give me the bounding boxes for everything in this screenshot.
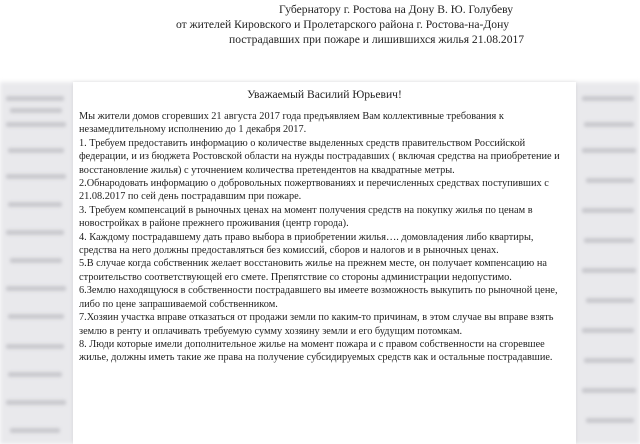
victims-line: пострадавших при пожаре и лишившихся жилья 21.08.2017 bbox=[229, 33, 525, 46]
demand-item-5: 5.В случае когда собственник желает восстановить жилье на прежнем месте, он получает компенсацию на строительство соответствующей его смете. Препятствие со стороны администрации недопустимо. bbox=[79, 258, 547, 283]
demand-item-7: 7.Хозяин участка вправе отказаться от продажи земли по каким-то причинам, в этом случае вы вправе взять землю в ренту и оплачивать требуемую сумму хозяину земли и его будущим потомкам. bbox=[79, 312, 554, 337]
demand-item-4: 4. Каждому пострадавшему дать право выбора в приобретении жилья…. домовладения либо квартиры, средства на него должны предоставляться без комиссий, сборов и налогов и в рыночных ценах. bbox=[79, 231, 534, 257]
demand-item-2: 2.Обнародовать информацию о добровольных пожертвованиях и перечисленных средствах поступивших с 21.08.2017 по сей день пострадавшим при пожаре. bbox=[79, 178, 549, 203]
greeting: Уважаемый Василий Юрьевич! bbox=[247, 88, 402, 101]
demand-item-8: 8. Люди которые имели дополнительное жилье на момент пожара и с правом собственности на сгоревшее жилье, должны иметь такие же права на получение субсидируемых средств как и остальные пострадавшие. bbox=[79, 338, 553, 364]
demand-item-1: 1. Требуем предоставить информацию о количестве выделенных средств правительством Российской федерации, и из бюджета Ростовской области на нужды пострадавших ( включая средства на приобретение и восстановление жилья) с уточнением количества претендентов на квадратные метры. bbox=[79, 137, 560, 176]
demand-item-6: 6.Землю находящуюся в собственности пострадавшего вы имеете возможность выкупить по рыночной цене, либо по цене запрашиваемой собственником. bbox=[79, 285, 558, 310]
sender-line: от жителей Кировского и Пролетарского района г. Ростова-на-Дону bbox=[176, 18, 510, 31]
letter-body bbox=[79, 110, 569, 365]
addressee-line: Губернатору г. Ростова на Дону В. Ю. Голубеву bbox=[279, 3, 514, 16]
intro-paragraph: Мы жители домов сгоревших 21 августа 2017 года предъявляем Вам коллективные требования к незамедлительному исполнению до 1 декабря 2017. bbox=[79, 111, 504, 136]
demand-item-3: 3. Требуем компенсаций в рыночных ценах на момент получения средств на покупку жилья по ценам в новостройках в районе прежнего проживания (центр города). bbox=[79, 204, 533, 230]
letter-page bbox=[73, 82, 576, 444]
